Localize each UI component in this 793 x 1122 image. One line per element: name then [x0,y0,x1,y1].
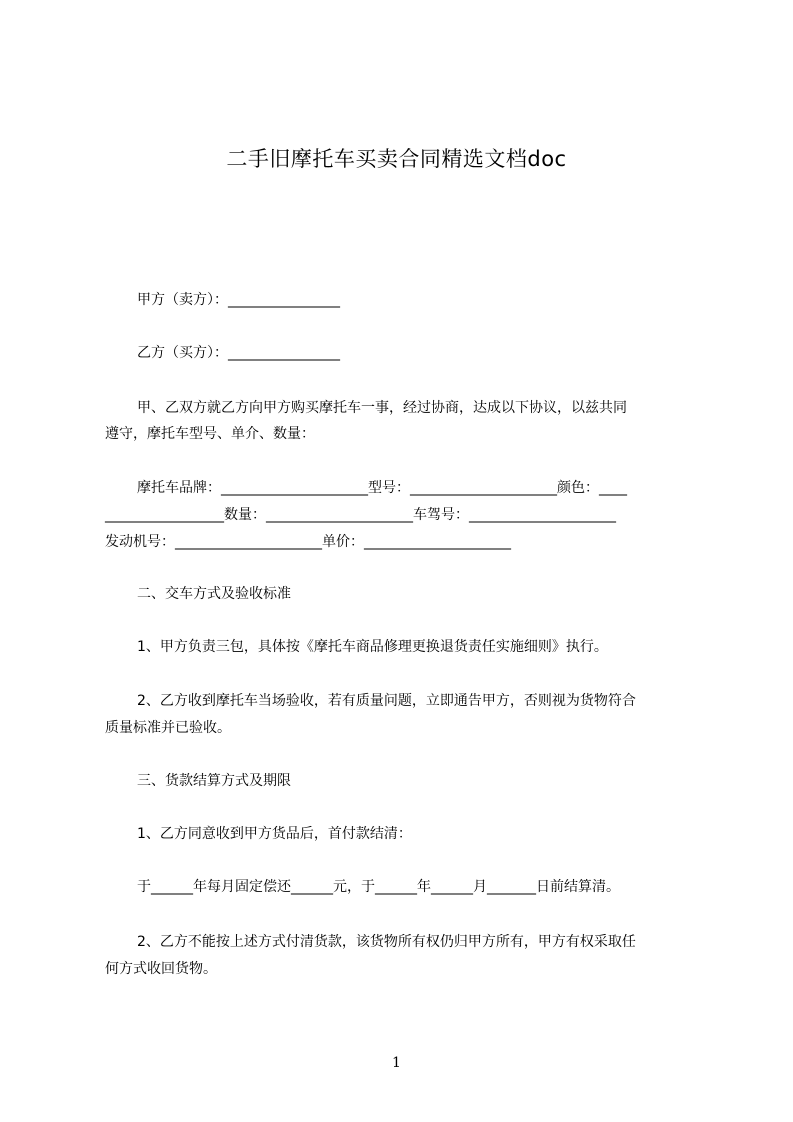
page-number: 1 [392,1055,401,1071]
intro-line-2: 遵守，摩托车型号、单介、数量： [105,426,315,442]
document-title: 二手旧摩托车买卖合同精选文档doc [226,147,567,171]
motorcycle-line-3: 发动机号：_____________________单价：_____________________ [105,534,511,550]
seller-line: 甲方（卖方）：________________ [137,292,340,308]
section-3-item-2-line-2: 何方式收回货物。 [105,961,217,977]
buyer-line: 乙方（买方）：________________ [137,345,340,361]
motorcycle-line-2: _________________数量：_____________________车驾号：_____________________ [105,507,616,523]
section-2-item-2-line-1: 2、乙方收到摩托车当场验收，若有质量问题，立即通告甲方，否则视为货物符合 [137,693,636,709]
section-2-item-1: 1、甲方负责三包，具体按《摩托车商品修理更换退货责任实施细则》执行。 [137,639,608,655]
section-3-item-2-line-1: 2、乙方不能按上述方式付清货款，该货物所有权仍归甲方所有，甲方有权采取任 [137,934,636,950]
section-3-heading: 三、货款结算方式及期限 [137,773,291,789]
section-3-payment-line: 于______年每月固定偿还______元，于______年______月_______日前结算清。 [137,879,620,895]
motorcycle-line-1: 摩托车品牌：_____________________型号：_____________________颜色：____ [137,480,627,496]
intro-line-1: 甲、乙双方就乙方向甲方购买摩托车一事，经过协商，达成以下协议，以兹共同 [137,400,627,416]
section-2-heading: 二、交车方式及验收标准 [137,586,291,602]
section-3-item-1: 1、乙方同意收到甲方货品后，首付款结清： [137,826,412,842]
section-2-item-2-line-2: 质量标准并已验收。 [105,720,231,736]
